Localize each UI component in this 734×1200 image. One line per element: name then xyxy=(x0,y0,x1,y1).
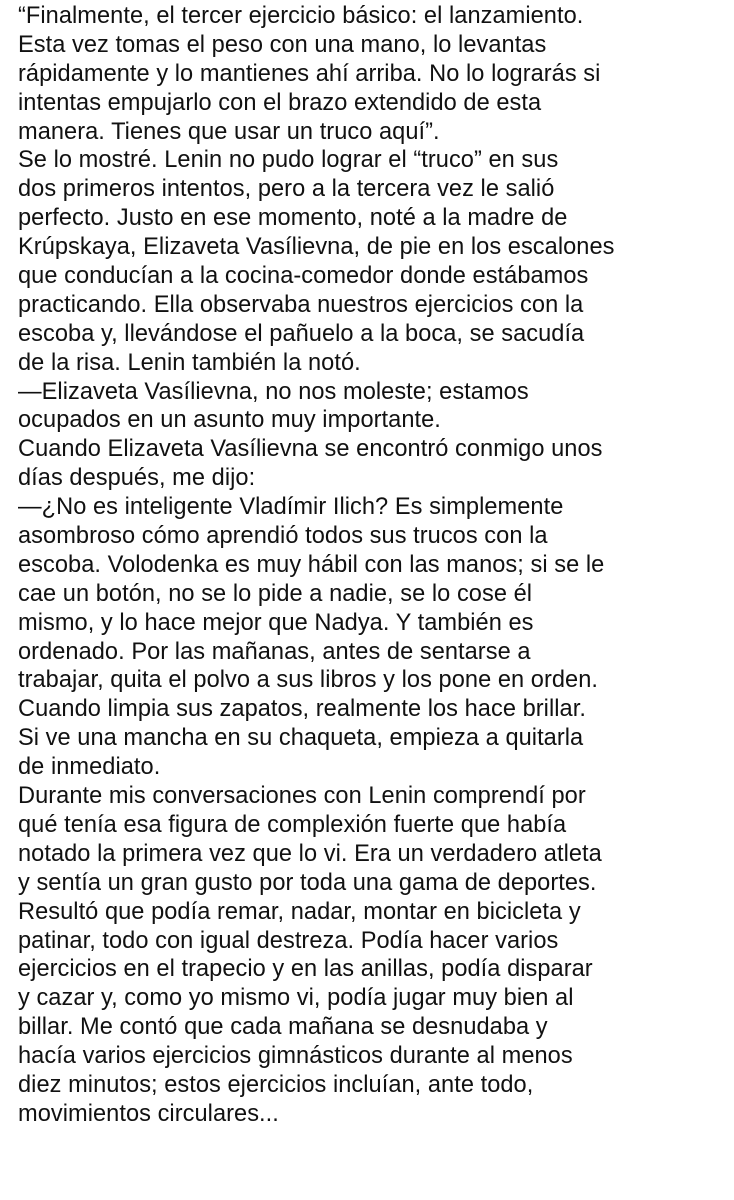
text-line: notado la primera vez que lo vi. Era un verdadero atleta xyxy=(18,840,602,867)
text-line: manera. Tienes que usar un truco aquí”. xyxy=(18,118,440,145)
text-line: —Elizaveta Vasílievna, no nos moleste; estamos xyxy=(18,378,529,405)
text-line: días después, me dijo: xyxy=(18,465,256,492)
text-line: y cazar y, como yo mismo vi, podía jugar muy bien al xyxy=(18,985,574,1012)
text-line: “Finalmente, el tercer ejercicio básico: el lanzamiento. xyxy=(18,3,584,29)
text-line: que conducían a la cocina-comedor donde estábamos xyxy=(18,263,589,290)
text-line: Si ve una mancha en su chaqueta, empieza a quitarla xyxy=(18,725,584,752)
text-line: escoba. Volodenka es muy hábil con las manos; si se le xyxy=(18,551,605,578)
text-line: hacía varios ejercicios gimnásticos durante al menos xyxy=(18,1043,573,1070)
text-line: dos primeros intentos, pero a la tercera vez le salió xyxy=(18,176,555,203)
text-line: Cuando Elizaveta Vasílievna se encontró conmigo unos xyxy=(18,436,603,463)
text-line: intentas empujarlo con el brazo extendido de esta xyxy=(18,89,542,116)
text-line: patinar, todo con igual destreza. Podía hacer varios xyxy=(18,927,559,954)
text-line: rápidamente y lo mantienes ahí arriba. No lo lograrás si xyxy=(18,60,601,87)
text-line: Se lo mostré. Lenin no pudo lograr el “truco” en sus xyxy=(18,147,559,174)
text-line: escoba y, llevándose el pañuelo a la boca, se sacudía xyxy=(18,320,585,347)
text-line: Resultó que podía remar, nadar, montar en bicicleta y xyxy=(18,898,581,925)
text-line: Krúpskaya, Elizaveta Vasílievna, de pie en los escalones xyxy=(18,234,615,261)
text-line: Esta vez tomas el peso con una mano, lo levantas xyxy=(18,31,547,58)
text-line: de la risa. Lenin también la notó. xyxy=(18,349,361,376)
text-line: billar. Me contó que cada mañana se desnudaba y xyxy=(18,1014,548,1041)
text-line: ordenado. Por las mañanas, antes de sentarse a xyxy=(18,638,531,665)
text-line: cae un botón, no se lo pide a nadie, se lo cose él xyxy=(18,580,533,607)
text-line: qué tenía esa figura de complexión fuerte que había xyxy=(18,811,567,838)
text-line: mismo, y lo hace mejor que Nadya. Y también es xyxy=(18,609,534,636)
text-line: diez minutos; estos ejercicios incluían, ante todo, xyxy=(18,1071,534,1098)
text-line: perfecto. Justo en ese momento, noté a la madre de xyxy=(18,205,568,232)
text-line: movimientos circulares... xyxy=(18,1100,279,1127)
document-text xyxy=(18,2,730,1129)
text-line: ejercicios en el trapecio y en las anillas, podía disparar xyxy=(18,956,593,983)
text-line: practicando. Ella observaba nuestros ejercicios con la xyxy=(18,291,584,318)
text-line: de inmediato. xyxy=(18,754,161,781)
text-line: ocupados en un asunto muy importante. xyxy=(18,407,441,434)
text-line: Durante mis conversaciones con Lenin comprendí por xyxy=(18,783,586,810)
text-line: —¿No es inteligente Vladímir Ilich? Es simplemente xyxy=(18,494,564,521)
text-line: Cuando limpia sus zapatos, realmente los hace brillar. xyxy=(18,696,586,723)
text-line: trabajar, quita el polvo a sus libros y los pone en orden. xyxy=(18,667,598,694)
text-line: asombroso cómo aprendió todos sus trucos con la xyxy=(18,523,548,550)
text-line: y sentía un gran gusto por toda una gama de deportes. xyxy=(18,869,597,896)
